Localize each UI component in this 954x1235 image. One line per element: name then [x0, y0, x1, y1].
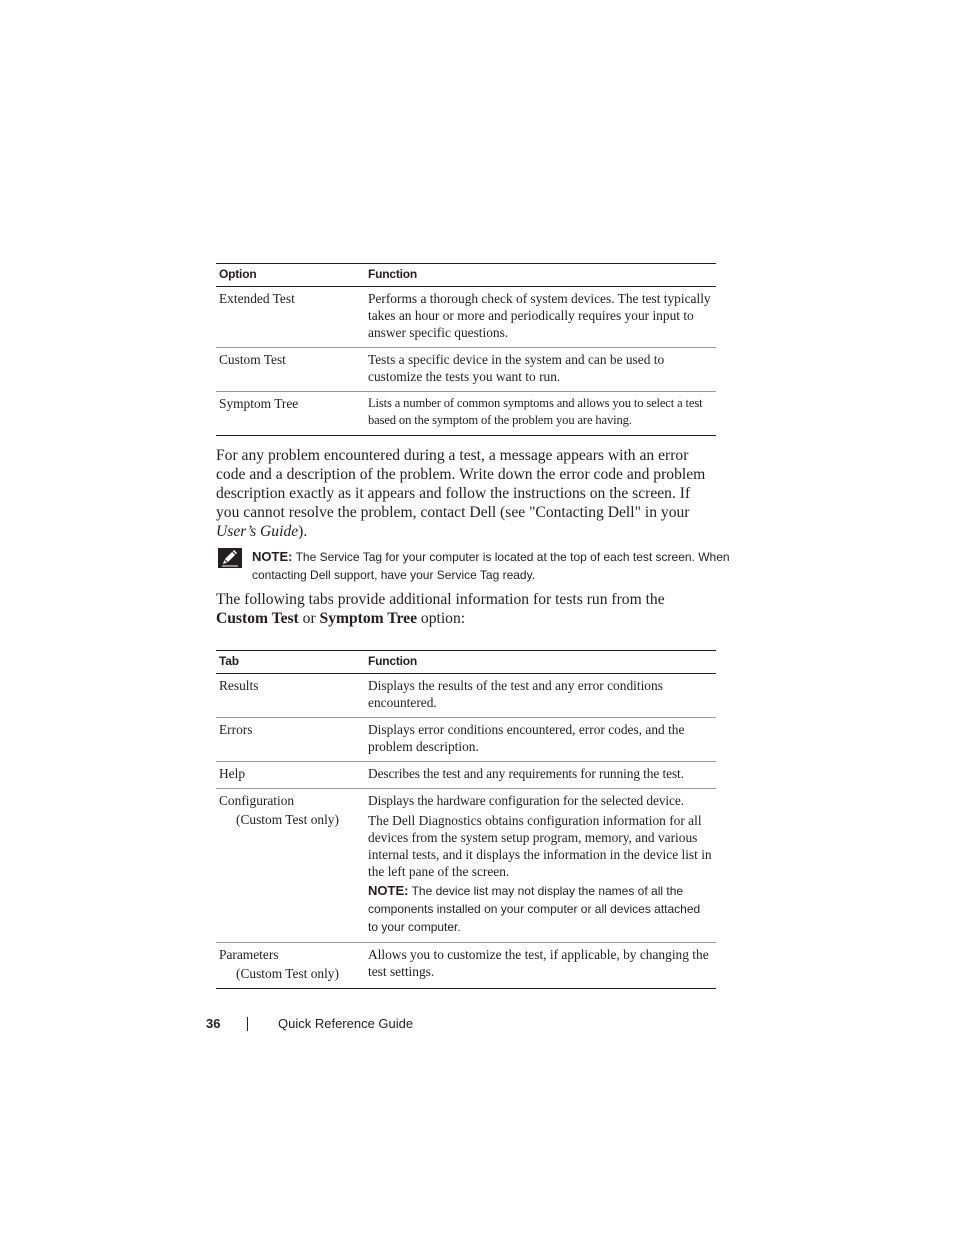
custom-test-term: Custom Test — [216, 610, 299, 627]
table-row — [216, 392, 716, 436]
paragraph-text: For any problem encountered during a test, a message appears with an error code and a description of the problem. Write down the error code and problem description exactly as it appears and follow the instructions on the screen. If you cannot resolve the problem, contact Dell (see "Contacting Dell" in your — [216, 447, 706, 521]
column-header-function: Function — [365, 651, 716, 674]
paragraph-text-end: ). — [298, 523, 308, 540]
function-cell — [365, 789, 716, 943]
tab-name: Configuration — [219, 793, 295, 808]
note-body: The device list may not display the names of all the components installed on your computer or all devices attached to your computer. — [368, 884, 701, 934]
footer-divider — [247, 1017, 248, 1031]
table-row — [216, 287, 716, 348]
function-cell: Describes the test and any requirements for running the test. — [365, 762, 716, 789]
table-header-row — [216, 264, 716, 287]
column-header-option: Option — [216, 264, 365, 287]
table-row — [216, 348, 716, 392]
table-row — [216, 762, 716, 789]
paragraph-text: or — [298, 610, 320, 627]
option-cell: Custom Test — [216, 348, 365, 392]
error-message-paragraph — [216, 446, 716, 541]
option-cell: Extended Test — [216, 287, 365, 348]
tab-qualifier: (Custom Test only) — [236, 966, 339, 981]
note-body: The Service Tag for your computer is located at the top of each test screen. When contacting Dell support, have your Service Tag ready. — [252, 550, 730, 582]
function-cell: Displays the results of the test and any error conditions encountered. — [365, 674, 716, 718]
tab-name: Parameters — [219, 947, 279, 962]
note-label: NOTE: — [368, 883, 409, 898]
function-cell: Performs a thorough check of system devices. The test typically takes an hour or more and periodically requires your input to answer specific questions. — [365, 287, 716, 348]
note-label: NOTE: — [252, 549, 293, 564]
tab-cell: Errors — [216, 718, 365, 762]
column-header-function: Function — [365, 264, 716, 287]
tab-cell: Results — [216, 674, 365, 718]
function-cell: Displays error conditions encountered, error codes, and the problem description. — [365, 718, 716, 762]
note-text — [252, 548, 732, 584]
function-text: Displays the hardware configuration for the selected device. — [368, 793, 684, 808]
tab-cell: Help — [216, 762, 365, 789]
function-cell: Tests a specific device in the system and can be used to customize the tests you want to run. — [365, 348, 716, 392]
tabs-intro-paragraph — [216, 590, 716, 628]
document-title: Quick Reference Guide — [278, 1016, 414, 1031]
option-cell: Symptom Tree — [216, 392, 365, 436]
configuration-note — [368, 882, 713, 936]
pencil-note-icon — [218, 548, 242, 568]
tabs-table — [216, 650, 716, 989]
function-cell: Lists a number of common symptoms and allows you to select a test based on the symptom of the problem you are having. — [365, 392, 716, 436]
table-row — [216, 674, 716, 718]
tab-cell — [216, 789, 365, 943]
users-guide-reference: User’s Guide — [216, 523, 299, 540]
tab-cell — [216, 943, 365, 989]
symptom-tree-term: Symptom Tree — [319, 610, 417, 627]
table-row — [216, 789, 716, 943]
table-header-row — [216, 651, 716, 674]
page-number: 36 — [206, 1016, 221, 1031]
function-cell: Allows you to customize the test, if applicable, by changing the test settings. — [365, 943, 716, 989]
function-detail: The Dell Diagnostics obtains configuration information for all devices from the system setup program, memory, and various internal tests, and it displays the information in the device list in the left pane of the screen. — [368, 813, 712, 879]
paragraph-text: The following tabs provide additional information for tests run from the — [216, 591, 665, 608]
table-row — [216, 718, 716, 762]
options-table — [216, 263, 716, 436]
tab-qualifier: (Custom Test only) — [236, 812, 339, 827]
table-row — [216, 943, 716, 989]
column-header-tab: Tab — [216, 651, 365, 674]
paragraph-text: option: — [417, 610, 466, 627]
